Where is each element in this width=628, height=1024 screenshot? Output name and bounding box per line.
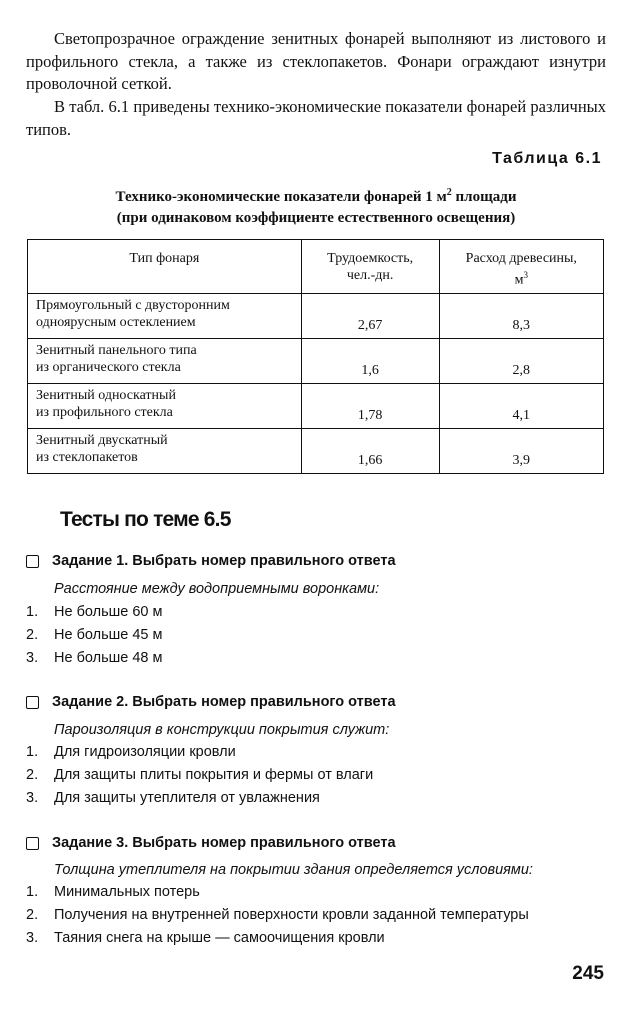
cell-labor: 1,78	[301, 384, 439, 429]
data-table	[27, 239, 604, 474]
table-caption	[26, 182, 606, 229]
header-labor: Трудоемкость, чел.-дн.	[301, 240, 439, 294]
cell-type: Зенитный двускатный из стеклопакетов	[28, 429, 302, 474]
table-row	[28, 384, 604, 429]
task-3-heading	[26, 835, 396, 851]
cell-wood: 3,9	[439, 429, 603, 474]
section-title: Тесты по теме 6.5	[60, 508, 231, 531]
paragraph-1	[26, 28, 606, 96]
header-wood: Расход древесины, $м^3$	[439, 240, 603, 294]
task-2-option-3[interactable]: 3. Для защиты утеплителя от увлажнения	[26, 790, 320, 806]
table-caption-line-1: Технико-экономические показатели фонарей 1 $м^2$ площади	[115, 187, 517, 205]
task-1-heading-text: Задание 1. Выбрать номер правильного ответа	[52, 553, 396, 569]
paragraph-2-text: В табл. 6.1 приведены технико-экономические показатели фонарей различных типов.	[26, 97, 606, 139]
task-3-question: Толщина утеплителя на покрытии здания определяется условиями:	[54, 862, 533, 878]
task-1-option-3[interactable]: 3. Не больше 48 м	[26, 650, 163, 666]
cell-labor: 1,66	[301, 429, 439, 474]
task-3-option-3[interactable]: 3. Таяния снега на крыше — самоочищения кровли	[26, 930, 385, 946]
task-1-option-2[interactable]: 2. Не больше 45 м	[26, 627, 163, 643]
task-1-heading	[26, 553, 396, 569]
cell-type: Зенитный панельного типа из органического стекла	[28, 339, 302, 384]
paragraph-2	[26, 96, 606, 141]
cell-wood: 4,1	[439, 384, 603, 429]
task-3-option-1[interactable]: 1. Минимальных потерь	[26, 884, 200, 900]
task-1-option-1[interactable]: 1. Не больше 60 м	[26, 604, 163, 620]
table-header-row	[28, 240, 604, 294]
task-2-option-2[interactable]: 2. Для защиты плиты покрытия и фермы от влаги	[26, 767, 374, 783]
paragraph-1-text: Светопрозрачное ограждение зенитных фонарей выполняют из листового и профильного стекла, а также из стеклопакетов. Фонари ограждают изнутри проволочной сеткой.	[26, 29, 606, 93]
cell-type: Зенитный односкатный из профильного стекла	[28, 384, 302, 429]
page-number: 245	[572, 963, 604, 984]
cell-labor: 2,67	[301, 294, 439, 339]
cell-wood: 8,3	[439, 294, 603, 339]
cell-labor: 1,6	[301, 339, 439, 384]
table-row	[28, 429, 604, 474]
checkbox-icon[interactable]	[26, 555, 39, 568]
checkbox-icon[interactable]	[26, 837, 39, 850]
checkbox-icon[interactable]	[26, 696, 39, 709]
cell-type: Прямоугольный с двусторонним одноярусным остеклением	[28, 294, 302, 339]
task-2-heading-text: Задание 2. Выбрать номер правильного ответа	[52, 694, 396, 710]
table-label: Таблица 6.1	[492, 150, 602, 167]
table-caption-line-2: (при одинаковом коэффициенте естественного освещения)	[116, 210, 516, 226]
table-row	[28, 339, 604, 384]
cell-wood: 2,8	[439, 339, 603, 384]
task-1-question: Расстояние между водоприемными воронками:	[54, 581, 380, 597]
task-2-heading	[26, 694, 396, 710]
header-type: Тип фонаря	[28, 240, 302, 294]
task-2-question: Пароизоляция в конструкции покрытия служит:	[54, 722, 390, 738]
table-row	[28, 294, 604, 339]
task-3-option-2[interactable]: 2. Получения на внутренней поверхности кровли заданной температуры	[26, 907, 529, 923]
task-3-heading-text: Задание 3. Выбрать номер правильного ответа	[52, 835, 396, 851]
task-2-option-1[interactable]: 1. Для гидроизоляции кровли	[26, 744, 236, 760]
